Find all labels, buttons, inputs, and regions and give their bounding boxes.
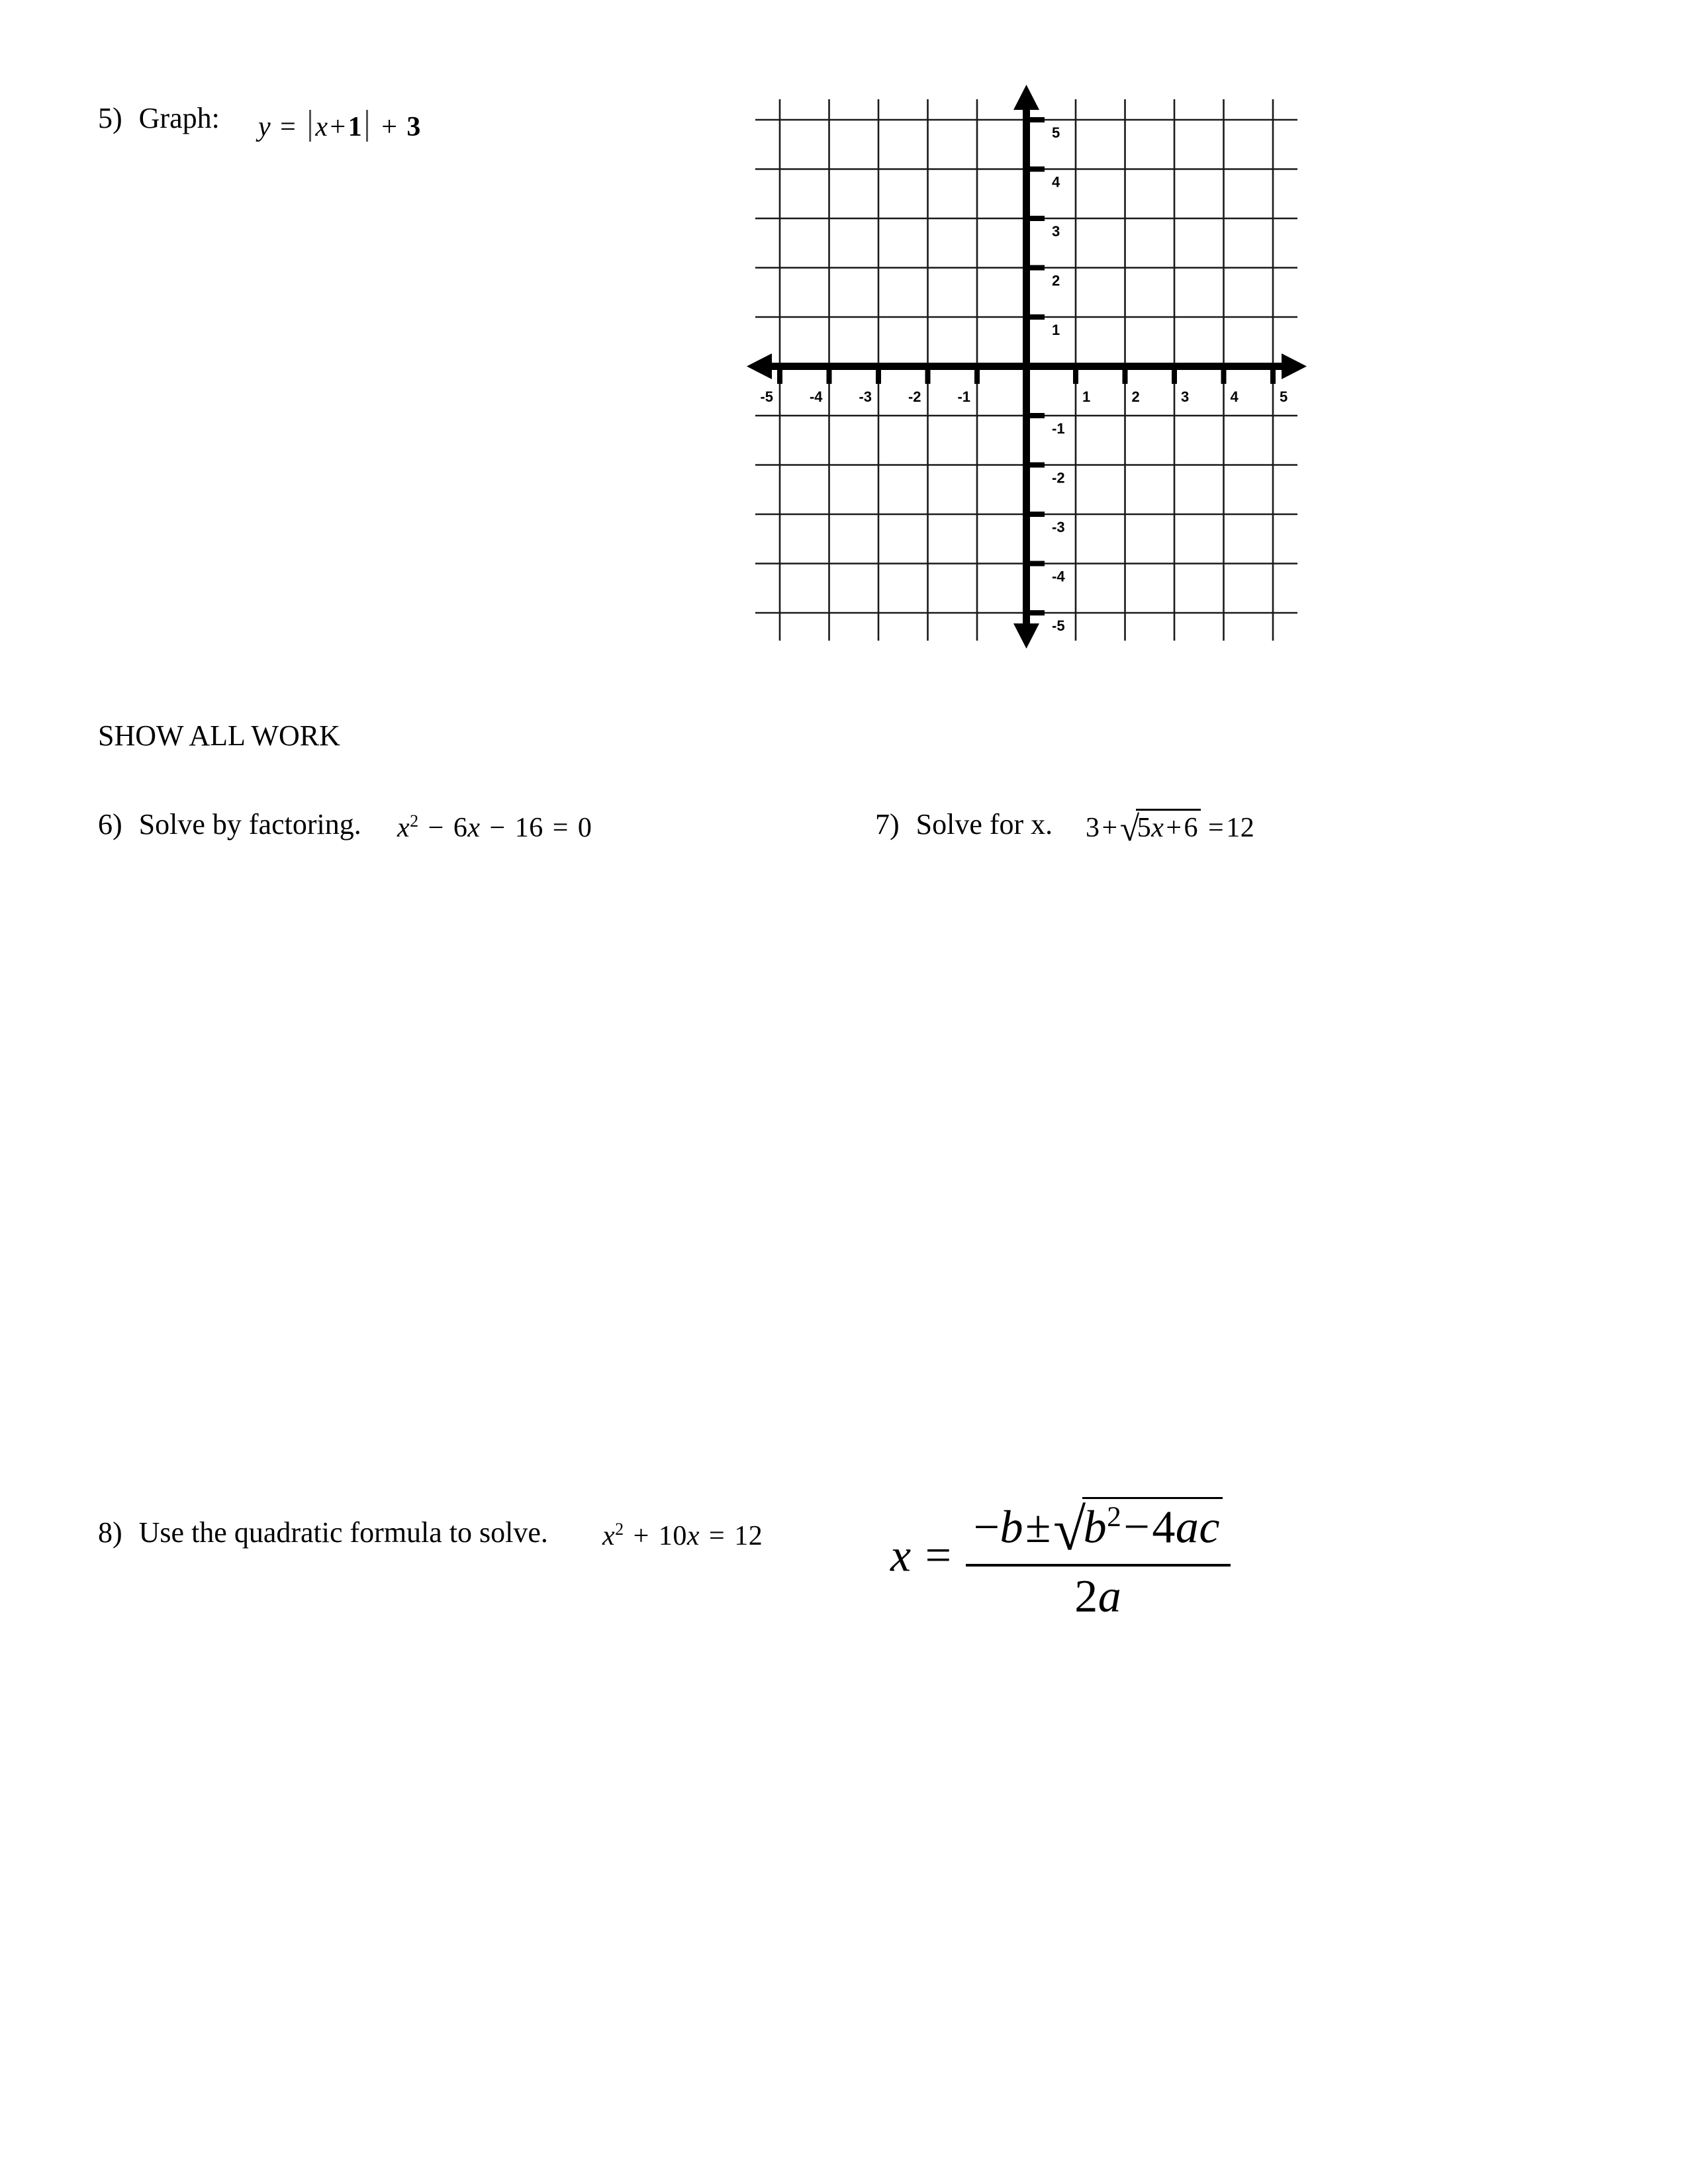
qf-plusminus: ± xyxy=(1025,1502,1051,1553)
question-5-prompt: Graph: xyxy=(138,102,220,134)
qf-equals: = xyxy=(925,1530,952,1582)
q6-rhs: 0 xyxy=(577,813,592,843)
qf-radicand xyxy=(1082,1497,1223,1554)
q6-const1: 16 xyxy=(514,813,543,843)
question-8-prompt: Use the quadratic formula to solve. xyxy=(138,1516,548,1549)
coordinate-grid xyxy=(733,73,1316,655)
radical-sign-icon: √ xyxy=(1053,1497,1086,1563)
qf-denominator xyxy=(966,1567,1231,1623)
q7-radicand xyxy=(1136,809,1201,844)
question-5-equation xyxy=(258,110,421,143)
q7-rad-var: x xyxy=(1151,813,1164,843)
qf-a: a xyxy=(1175,1502,1199,1553)
y-tick-label: 2 xyxy=(1052,272,1060,289)
y-tick-label: 5 xyxy=(1052,124,1060,141)
x-tick-label: 1 xyxy=(1082,388,1091,405)
q6-var: x xyxy=(397,813,410,843)
x-tick-label: 5 xyxy=(1280,388,1288,405)
q5-equals: = xyxy=(280,112,297,143)
qf-b2-var: b xyxy=(1083,1502,1107,1553)
q8-exponent: 2 xyxy=(615,1520,624,1539)
question-6-equation xyxy=(397,811,592,844)
q6-op2: − xyxy=(489,813,506,843)
y-tick-label: -3 xyxy=(1052,519,1065,535)
qf-numerator xyxy=(966,1497,1231,1567)
question-6-line xyxy=(98,809,361,841)
q8-rhs: 12 xyxy=(734,1521,763,1551)
qf-b2-exp: 2 xyxy=(1107,1501,1122,1533)
q5-lhs-var: y xyxy=(258,112,271,143)
x-tick-label: -5 xyxy=(760,388,773,405)
qf-fraction xyxy=(966,1497,1231,1623)
y-tick-label: 1 xyxy=(1052,322,1060,338)
x-tick-label: -4 xyxy=(809,388,823,405)
q5-outer-op: + xyxy=(381,112,398,143)
q8-op1: + xyxy=(633,1521,649,1551)
x-tick-label: -2 xyxy=(908,388,921,405)
question-6-number: 6) xyxy=(98,808,122,841)
x-axis-right-arrow xyxy=(1282,353,1307,379)
question-8-number: 8) xyxy=(98,1516,122,1549)
q6-var1: x xyxy=(467,813,481,843)
q7-rad-const: 6 xyxy=(1184,813,1199,843)
question-8-line xyxy=(98,1517,548,1549)
question-5-line xyxy=(98,103,220,134)
q8-equals: = xyxy=(709,1521,726,1551)
qf-den-a: a xyxy=(1098,1570,1122,1622)
q5-abs-op: + xyxy=(330,112,346,143)
qf-two: 2 xyxy=(1074,1570,1098,1622)
abs-value-bar-right xyxy=(366,110,368,142)
x-tick-label: -3 xyxy=(859,388,872,405)
question-7-equation xyxy=(1086,809,1254,847)
q8-var1: x xyxy=(686,1521,700,1551)
show-all-work-heading: SHOW ALL WORK xyxy=(98,719,340,752)
q6-coef1: 6 xyxy=(453,813,468,843)
qf-c: c xyxy=(1199,1502,1220,1553)
question-7-number: 7) xyxy=(875,808,900,841)
q7-op1: + xyxy=(1102,813,1118,843)
question-7-prompt: Solve for x. xyxy=(915,808,1053,841)
q7-lead: 3 xyxy=(1086,813,1100,843)
q8-coef1: 10 xyxy=(658,1521,687,1551)
qf-minus2: − xyxy=(1123,1502,1150,1553)
qf-b: b xyxy=(1000,1502,1024,1553)
q7-rad-coef: 5 xyxy=(1137,813,1152,843)
question-8-equation xyxy=(602,1520,763,1552)
q5-abs-var: x xyxy=(315,112,328,143)
qf-four: 4 xyxy=(1152,1502,1176,1553)
q7-rad-op: + xyxy=(1166,813,1182,843)
question-7-line xyxy=(875,809,1053,841)
radical-sign-icon: √ xyxy=(1119,809,1140,849)
y-axis-top-arrow xyxy=(1013,85,1039,110)
q5-abs-const: 1 xyxy=(348,112,363,143)
x-tick-label: -1 xyxy=(957,388,970,405)
y-tick-label: -4 xyxy=(1052,568,1065,585)
y-tick-label: 4 xyxy=(1052,173,1060,191)
qf-lhs: x xyxy=(890,1530,912,1582)
y-tick-label: -2 xyxy=(1052,469,1065,486)
question-6-prompt: Solve by factoring. xyxy=(138,808,361,841)
y-tick-label: -5 xyxy=(1052,617,1065,634)
y-tick-label: 3 xyxy=(1052,223,1060,240)
x-tick-label: 2 xyxy=(1131,388,1140,405)
y-axis-bottom-arrow xyxy=(1013,623,1039,649)
q6-equals: = xyxy=(552,813,569,843)
x-tick-label: 3 xyxy=(1181,388,1190,405)
q5-outer-const: 3 xyxy=(406,112,421,143)
qf-minus: − xyxy=(973,1502,1000,1553)
q7-rhs: 12 xyxy=(1226,813,1255,843)
x-tick-label: 4 xyxy=(1230,388,1239,405)
coordinate-grid-svg xyxy=(733,73,1316,655)
y-axis-tick-labels xyxy=(1052,124,1065,634)
q7-equals: = xyxy=(1208,813,1225,843)
abs-value-bar-left xyxy=(309,110,311,142)
q6-op1: − xyxy=(428,813,444,843)
quadratic-formula xyxy=(890,1497,1231,1623)
q6-exponent: 2 xyxy=(410,811,419,831)
q7-radical xyxy=(1120,809,1201,847)
y-tick-label: -1 xyxy=(1052,420,1065,437)
q8-var: x xyxy=(602,1521,616,1551)
question-5-number: 5) xyxy=(98,102,122,134)
qf-radical xyxy=(1053,1497,1223,1563)
x-axis-left-arrow xyxy=(747,353,772,379)
